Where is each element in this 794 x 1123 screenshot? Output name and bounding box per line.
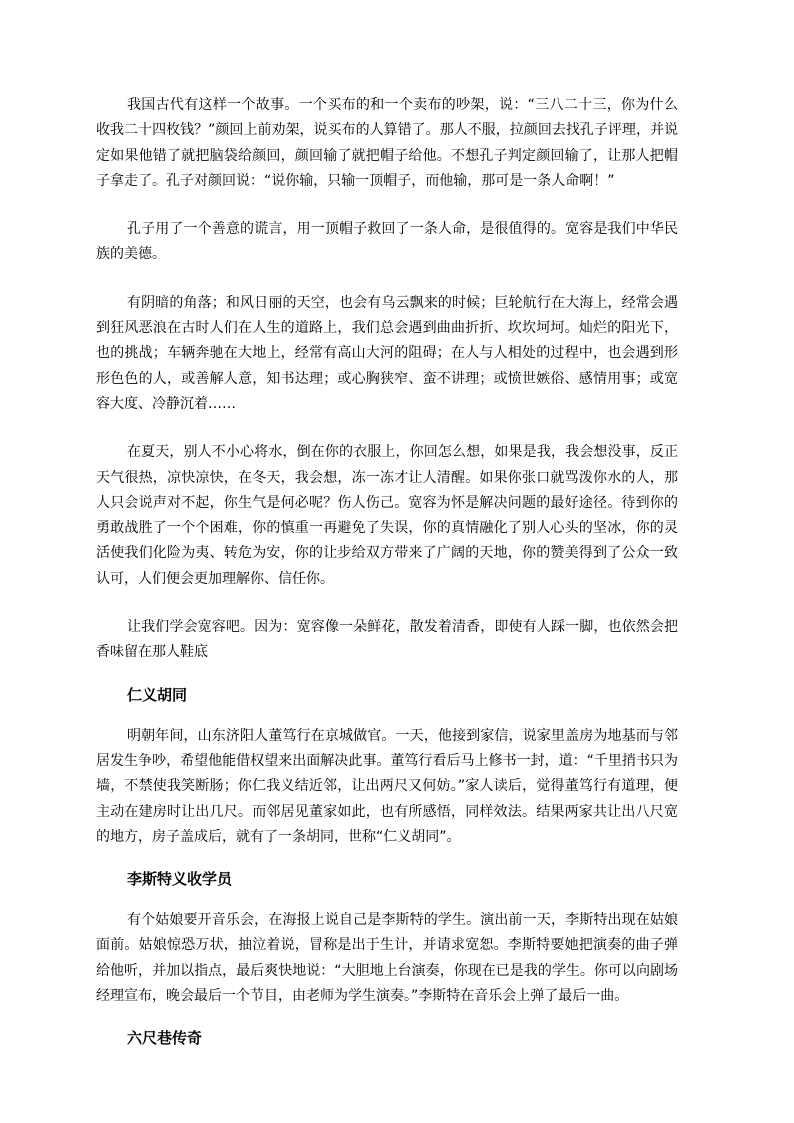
paragraph-learn-tolerance: 让我们学会宽容吧。因为：宽容像一朵鲜花，散发着清香，即使有人踩一脚，也依然会把香味留在那人鞋底 (96, 619, 678, 661)
paragraph-summer-water: 在夏天，别人不小心将水，倒在你的衣服上，你回怎么想，如果是我，我会想没事，反正天气很热，凉快凉快，在冬天，我会想，冻一冻才让人清醒。如果你张口就骂泼你水的人，那人只会说声对不起，你生气是何必呢？伤人伤己。宽容为怀是解决问题的最好途径。待到你的勇敢战胜了一个个困难，你的慎重一再避免了失误，你的真情融化了别人心头的坚冰，你的灵活使我们化险为夷、转危为安，你的让步给双方带来了广阔的天地，你的赞美得到了公众一致认可，人们便会更加理解你、信任你。 (96, 444, 678, 587)
paragraph-kongzi-lie: 孔子用了一个善意的谎言，用一顶帽子救回了一条人命，是很值得的。宽容是我们中华民族的美德。 (96, 221, 678, 263)
section-text-renyi-hutong: 明朝年间，山东济阳人董笃行在京城做官。一天，他接到家信，说家里盖房为地基而与邻居发生争吵，希望他能借权望来出面解决此事。董笃行看后马上修书一封，道：“千里捎书只为墙，不禁使我笑断肠；你仁我义结近邻，让出两尺又何妨。”家人读后，觉得董笃行有道理，便主动在建房时让出几尺。而邻居见董家如此，也有所感悟，同样效法。结果两家共让出八尺宽的地方，房子盖成后，就有了一条胡同，世称“仁义胡同”。 (96, 727, 678, 845)
section-title-liuchi-xiang: 六尺巷传奇 (127, 1029, 203, 1048)
paragraph-life-obstacles: 有阴暗的角落；和风日丽的天空，也会有乌云飘来的时候；巨轮航行在大海上，经常会遇到狂风恶浪在古时人们在人生的道路上，我们总会遇到曲曲折折、坎坎坷坷。灿烂的阳光下，也的挑战；车辆奔驰在大地上，经常有高山大河的阻碍；在人与人相处的过程中，也会遇到形形色色的人，或善解人意，知书达理；或心胸狭窄、蛮不讲理；或愤世嫉俗、感情用事；或宽容大度、冷静沉着…… (96, 294, 678, 412)
section-title-liszt: 李斯特义收学员 (127, 870, 233, 889)
paragraph-yanhui-story: 我国古代有这样一个故事。一个买布的和一个卖布的吵架，说：“三八二十三，你为什么收我二十四枚钱？”颜回上前劝架，说买布的人算错了。那人不服，拉颜回去找孔子评理，并说定如果他错了就把脑袋给颜回，颜回输了就把帽子给他。不想孔子判定颜回输了，让那人把帽子拿走了。孔子对颜回说：“说你输，只输一顶帽子，而他输，那可是一条人命啊！” (96, 97, 678, 189)
section-text-liszt: 有个姑娘要开音乐会，在海报上说自己是李斯特的学生。演出前一天，李斯特出现在姑娘面前。姑娘惊恐万状，抽泣着说，冒称是出于生计，并请求宽恕。李斯特要她把演奏的曲子弹给他听，并加以指点，最后爽快地说：“大胆地上台演奏，你现在已是我的学生。你可以向剧场经理宣布，晚会最后一个节目，由老师为学生演奏。”李斯特在音乐会上弹了最后一曲。 (96, 912, 678, 1005)
section-title-renyi-hutong: 仁义胡同 (127, 685, 188, 704)
